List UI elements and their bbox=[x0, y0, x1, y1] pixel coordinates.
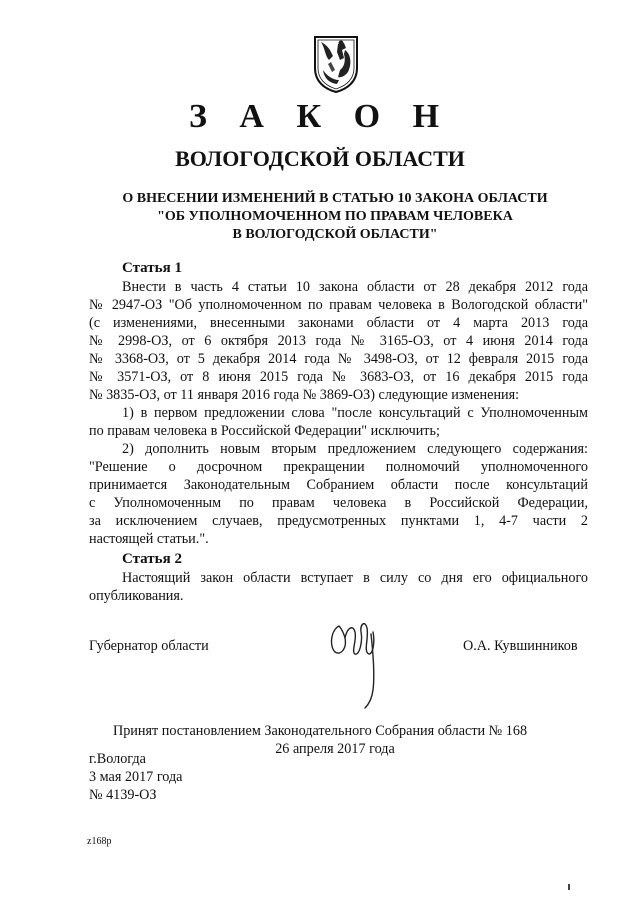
text-line: № 2998-ОЗ, от 6 октября 2013 года № 3165-ОЗ, от 4 июня 2014 года bbox=[89, 333, 588, 349]
region-title: ВОЛОГОДСКОЙ ОБЛАСТИ bbox=[175, 146, 465, 171]
handwritten-signature bbox=[325, 612, 385, 712]
text-line: № 3368-ОЗ, от 5 декабря 2014 года № 3498-ОЗ, от 12 февраля 2015 года bbox=[89, 351, 588, 367]
text-line: Внести в часть 4 статьи 10 закона области от 28 декабря 2012 года bbox=[122, 279, 588, 295]
adoption-line: Принят постановлением Законодательного Собрания области № 168 bbox=[112, 723, 528, 739]
text-line: № 3835-ОЗ, от 11 января 2016 года № 3869-ОЗ) следующие изменения: bbox=[89, 387, 520, 403]
signatory-name: О.А. Кувшинников bbox=[463, 638, 578, 654]
subject-line: "ОБ УПОЛНОМОЧЕННОМ ПО ПРАВАМ ЧЕЛОВЕКА bbox=[157, 209, 513, 224]
scan-mark bbox=[568, 884, 570, 890]
coat-of-arms-icon bbox=[311, 34, 361, 94]
signing-date: 3 мая 2017 года bbox=[89, 769, 183, 785]
text-line: по правам человека в Российской Федерации" исключить; bbox=[89, 423, 440, 439]
city: г.Вологда bbox=[89, 751, 146, 767]
document-code: z168p bbox=[87, 836, 112, 847]
law-subject bbox=[90, 190, 580, 244]
text-line: Настоящий закон области вступает в силу со дня его официального bbox=[122, 570, 588, 586]
text-line: "Решение о досрочном прекращении полномочий уполномоченного bbox=[89, 459, 588, 475]
signatory-position: Губернатор области bbox=[89, 638, 209, 654]
text-line: опубликования. bbox=[89, 588, 184, 604]
text-line: принимается Законодательным Собранием области после консультаций bbox=[89, 477, 588, 493]
text-line: за исключением случаев, предусмотренных пунктами 1, 4-7 части 2 bbox=[89, 513, 588, 529]
text-line: 2) дополнить новым вторым предложением следующего содержания: bbox=[122, 441, 588, 457]
subject-line: В ВОЛОГОДСКОЙ ОБЛАСТИ" bbox=[232, 227, 438, 242]
text-line: с Уполномоченным по правам человека в Российской Федерации, bbox=[89, 495, 588, 511]
article-2-heading: Статья 2 bbox=[122, 551, 182, 567]
law-title: З А К О Н bbox=[188, 98, 452, 135]
place-date-number bbox=[89, 750, 182, 804]
article-1-text bbox=[89, 278, 588, 548]
adoption-date: 26 апреля 2017 года bbox=[275, 741, 395, 757]
text-line: 1) в первом предложении слова "после консультаций с Уполномоченным bbox=[122, 405, 588, 421]
subject-line: О ВНЕСЕНИИ ИЗМЕНЕНИЙ В СТАТЬЮ 10 ЗАКОНА ОБЛАСТИ bbox=[122, 191, 548, 206]
article-2-text bbox=[89, 569, 588, 605]
article-1-heading: Статья 1 bbox=[122, 260, 182, 276]
text-line: № 3571-ОЗ, от 8 июня 2015 года № 3683-ОЗ, от 16 декабря 2015 года bbox=[89, 369, 588, 385]
text-line: (с изменениями, внесенными законами области от 4 марта 2013 года bbox=[89, 315, 588, 331]
text-line: № 2947-ОЗ "Об уполномоченном по правам человека в Вологодской области" bbox=[89, 297, 588, 313]
law-number: № 4139-ОЗ bbox=[89, 787, 157, 803]
text-line: настоящей статьи.". bbox=[89, 531, 209, 547]
